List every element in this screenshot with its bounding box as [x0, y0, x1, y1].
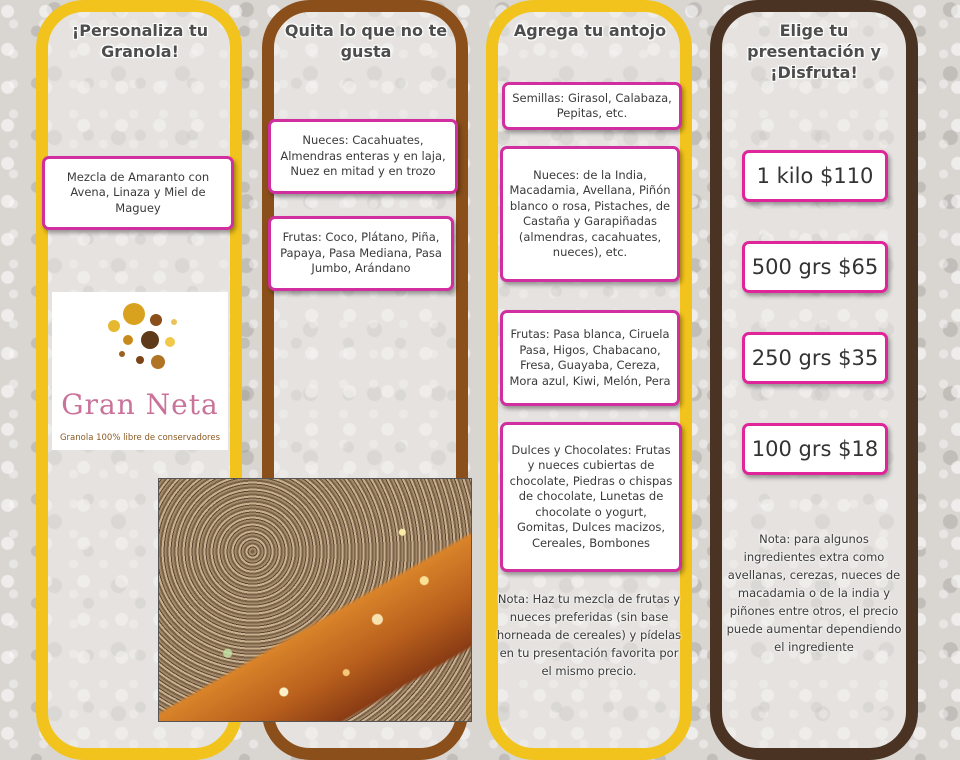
logo-dot: [123, 303, 145, 325]
add-nuts-box: Nueces: de la India, Macadamia, Avellana, Piñón blanco o rosa, Pistaches, de Castaña y Garapiñadas (almendras, cacahuates, nueces), etc.: [500, 146, 680, 282]
price-1kg: 1 kilo $110: [742, 150, 888, 202]
price-500g: 500 grs $65: [742, 241, 888, 293]
add-seeds-box: Semillas: Girasol, Calabaza, Pepitas, etc.: [502, 82, 682, 130]
logo-dot: [171, 319, 177, 325]
logo-dot: [136, 356, 144, 364]
panel3-note: Nota: Haz tu mezcla de frutas y nueces preferidas (sin base horneada de cereales) y pídelas en tu presentación favorita por el mismo precio.: [496, 592, 682, 678]
logo-name: Gran Neta: [61, 388, 219, 421]
panel4-title: Elige tu presentación y ¡Disfruta!: [747, 21, 881, 82]
logo-dot: [151, 355, 165, 369]
logo-dots-icon: [52, 292, 228, 392]
granneta-logo: [52, 292, 228, 450]
granola-photo: [158, 478, 472, 722]
panel2-title: Quita lo que no te gusta: [284, 21, 448, 61]
logo-dot: [141, 331, 159, 349]
logo-dot: [119, 351, 125, 357]
remove-fruits-box: Frutas: Coco, Plátano, Piña, Papaya, Pasa Mediana, Pasa Jumbo, Arándano: [268, 216, 454, 291]
price-100g: 100 grs $18: [742, 423, 888, 475]
panel1-title: ¡Personaliza tu Granola!: [71, 21, 209, 61]
add-sweets-box: Dulces y Chocolates: Frutas y nueces cubiertas de chocolate, Piedras o chispas de chocolate, Lunetas de chocolate o yogurt, Gomitas, Dulces macizos, Cereales, Bombones: [500, 422, 682, 572]
panel3-title: Agrega tu antojo: [513, 21, 667, 40]
panel4-note: Nota: para algunos ingredientes extra como avellanas, cerezas, nueces de macadamia o de la india y piñones entre otros, el precio puede aumentar dependiendo el ingrediente: [726, 532, 902, 654]
logo-dot: [108, 320, 120, 332]
logo-dot: [123, 335, 133, 345]
add-fruits-box: Frutas: Pasa blanca, Ciruela Pasa, Higos, Chabacano, Fresa, Guayaba, Cereza, Mora azul, Kiwi, Melón, Pera: [500, 310, 680, 406]
remove-nuts-box: Nueces: Cacahuates, Almendras enteras y en laja, Nuez en mitad y en trozo: [268, 119, 458, 194]
price-250g: 250 grs $35: [742, 332, 888, 384]
logo-dot: [150, 314, 162, 326]
logo-dot: [165, 337, 175, 347]
base-mix-box: Mezcla de Amaranto con Avena, Linaza y Miel de Maguey: [42, 156, 234, 230]
logo-tagline: Granola 100% libre de conservadores: [59, 433, 221, 443]
